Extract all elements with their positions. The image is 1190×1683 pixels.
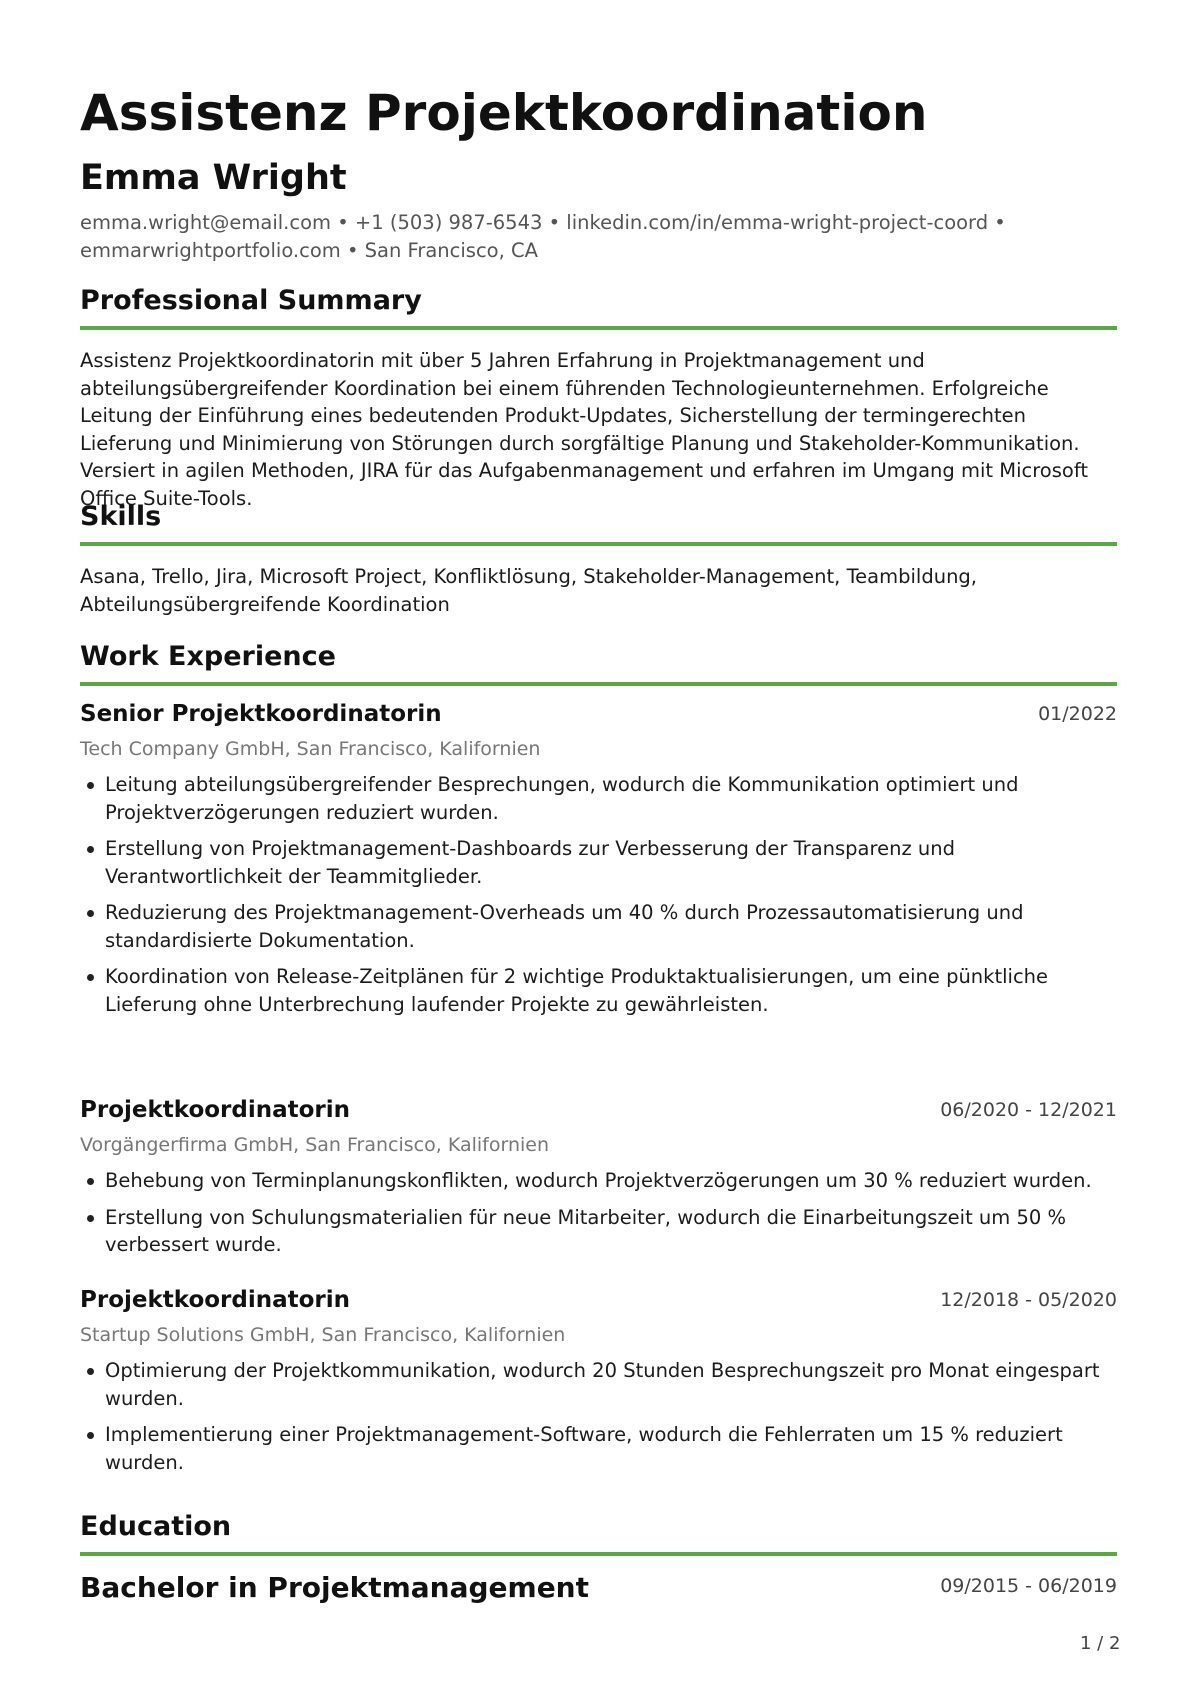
bullet-text: Implementierung einer Projektmanagement-Software, wodurch die Fehlerraten um 15 % reduziert wurden. [105, 1423, 1063, 1474]
job-bullets [80, 1357, 1117, 1476]
bullet-dot-icon [87, 846, 94, 853]
job-entry [80, 1097, 1117, 1268]
summary-heading: Professional Summary [80, 283, 1117, 330]
skills-section [80, 499, 1117, 618]
education-header [80, 1571, 1117, 1609]
degree-title: Bachelor in Projektmanagement [80, 1571, 590, 1604]
bullet-item [80, 771, 1117, 826]
contact-line-1: emma.wright@email.com • +1 (503) 987-6543 • linkedin.com/in/emma-wright-project-coord • [80, 211, 1006, 234]
candidate-name: Emma Wright [80, 158, 347, 198]
job-title: Projektkoordinatorin [80, 1097, 351, 1123]
summary-text: Assistenz Projektkoordinatorin mit über 5 Jahren Erfahrung in Projektmanagement und abteilungsübergreifender Koordination bei einem führenden Technologieunternehmen. Erfolgreiche Leitung der Einführung eines bedeutenden Produkt-Updates, Sicherstellung der termingerechten Lieferung und Minimierung von Störungen durch sorgfältige Planung und Stakeholder-Kommunikation. Versiert in agilen Methoden, JIRA für das Aufgabenmanagement und erfahren im Umgang mit Microsoft Office Suite-Tools. [80, 349, 1088, 510]
bullet-text: Behebung von Terminplanungskonflikten, wodurch Projektverzögerungen um 30 % reduziert wurden. [105, 1169, 1092, 1192]
summary-section [80, 283, 1117, 512]
job-company: Vorgängerfirma GmbH, San Francisco, Kalifornien [80, 1134, 549, 1156]
education-heading: Education [80, 1509, 1117, 1556]
education-section [80, 1509, 1117, 1556]
bullet-text: Optimierung der Projektkommunikation, wodurch 20 Stunden Besprechungszeit pro Monat eingespart wurden. [105, 1359, 1100, 1410]
bullet-item [80, 1357, 1117, 1412]
job-bullets [80, 771, 1117, 1018]
bullet-text: Erstellung von Projektmanagement-Dashboards zur Verbesserung der Transparenz und Verantwortlichkeit der Teammitglieder. [105, 837, 955, 888]
bullet-dot-icon [87, 782, 94, 789]
job-date: 06/2020 - 12/2021 [940, 1099, 1117, 1121]
job-entry [80, 701, 1117, 1027]
bullet-dot-icon [87, 1432, 94, 1439]
contact-info [80, 209, 1080, 264]
experience-section [80, 639, 1117, 686]
bullet-dot-icon [87, 910, 94, 917]
bullet-item [80, 899, 1117, 954]
skills-heading: Skills [80, 499, 1117, 546]
bullet-text: Erstellung von Schulungsmaterialien für neue Mitarbeiter, wodurch die Einarbeitungszeit um 50 % verbessert wurde. [105, 1205, 1067, 1256]
bullet-item [80, 1167, 1117, 1195]
education-entry [80, 1571, 1117, 1609]
job-company: Tech Company GmbH, San Francisco, Kalifornien [80, 738, 541, 760]
education-date: 09/2015 - 06/2019 [940, 1575, 1117, 1597]
bullet-item [80, 1421, 1117, 1476]
bullet-item [80, 1204, 1117, 1259]
resume-title: Assistenz Projektkoordination [80, 84, 928, 142]
job-header [80, 1097, 1117, 1129]
job-date: 01/2022 [1038, 703, 1117, 725]
skills-text: Asana, Trello, Jira, Microsoft Project, Konfliktlösung, Stakeholder-Management, Teambildung, Abteilungsübergreifende Koordination [80, 565, 978, 616]
job-header [80, 1287, 1117, 1319]
job-company: Startup Solutions GmbH, San Francisco, Kalifornien [80, 1324, 566, 1346]
job-title: Senior Projektkoordinatorin [80, 701, 442, 727]
job-date: 12/2018 - 05/2020 [940, 1289, 1117, 1311]
experience-heading: Work Experience [80, 639, 1117, 686]
bullet-item [80, 835, 1117, 890]
bullet-dot-icon [87, 1215, 94, 1222]
bullet-text: Reduzierung des Projektmanagement-Overheads um 40 % durch Prozessautomatisierung und standardisierte Dokumentation. [105, 901, 1024, 952]
job-entry [80, 1287, 1117, 1485]
bullet-item [80, 963, 1117, 1018]
page-number: 1 / 2 [1080, 1633, 1121, 1654]
job-header [80, 701, 1117, 733]
job-bullets [80, 1167, 1117, 1259]
bullet-text: Leitung abteilungsübergreifender Besprechungen, wodurch die Kommunikation optimiert und Projektverzögerungen reduziert wurden. [105, 773, 1019, 824]
bullet-dot-icon [87, 974, 94, 981]
bullet-dot-icon [87, 1178, 94, 1185]
bullet-dot-icon [87, 1368, 94, 1375]
contact-line-2: emmarwrightportfolio.com • San Francisco, CA [80, 238, 538, 262]
job-title: Projektkoordinatorin [80, 1287, 351, 1313]
bullet-text: Koordination von Release-Zeitplänen für 2 wichtige Produktaktualisierungen, um eine pünktliche Lieferung ohne Unterbrechung laufender Projekte zu gewährleisten. [105, 965, 1049, 1016]
